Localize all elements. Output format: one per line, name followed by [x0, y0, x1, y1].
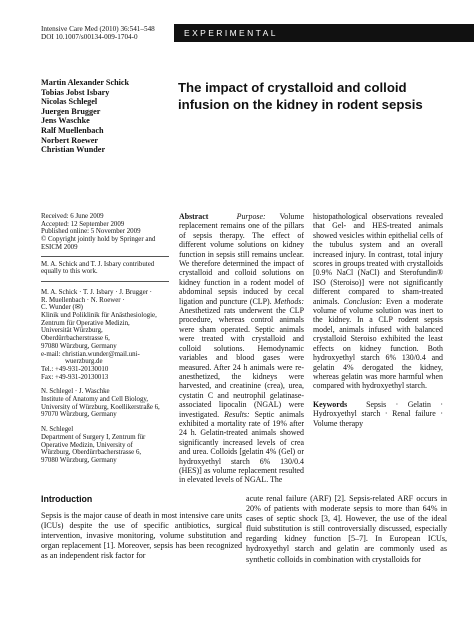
author-name: Jens Waschke: [41, 116, 90, 126]
received-date: Received: 6 June 2009: [41, 213, 104, 220]
paper-title: The impact of crystalloid and colloid infusion on the kidney in rodent sepsis: [178, 80, 423, 112]
affil-line: M. A. Schick · T. J. Isbary · J. Brugger ·: [41, 288, 152, 296]
phone-line: Tel.: +49-931-20130010: [41, 365, 109, 373]
affiliation-secondary: [41, 388, 169, 419]
affil-line: 97080 Würzburg, Germany: [41, 342, 117, 350]
methods-label: Methods:: [274, 296, 304, 306]
author-list: [41, 78, 129, 155]
conclusion-label: Conclusion:: [343, 296, 383, 306]
accepted-date: Accepted: 12 September 2009: [41, 220, 125, 228]
affil-line: Institute of Anatomy and Cell Biology,: [41, 396, 149, 404]
author-name: Ralf Muellenbach: [41, 125, 104, 135]
abstract-column-left: [179, 212, 304, 485]
affil-line: Würzburg, Oberdürrbacherstrasse 6,: [41, 449, 142, 457]
results-label: Results:: [224, 409, 250, 419]
journal-volume-line: Intensive Care Med (2010) 36:541–548: [41, 25, 155, 33]
results-continued: histopathological observations revealed that Gel- and HES-treated animals showed vesicles within epithelial cells of the tubulus system and an overall increased injury. In contrast, total injury scores in groups treated with crystalloids [0.9% NaCl (NaCl) and Sterofundin® ISO (Steroiso)] were not significantly different compared to sham-treated animals.: [313, 212, 443, 306]
divider: [41, 256, 169, 257]
affil-line: Operative Medizin, University of: [41, 441, 133, 449]
introduction-heading: Introduction: [41, 494, 93, 504]
affil-line: N. Schlegel: [41, 426, 74, 434]
author-name: Martin Alexander Schick: [41, 78, 130, 87]
copyright-notice: © Copyright jointly hold by Springer and ESICM 2009: [41, 236, 156, 251]
published-date: Published online: 5 November 2009: [41, 228, 141, 236]
fax-line: Fax: +49-931-20130013: [41, 373, 109, 381]
author-name: Juergen Brugger: [41, 106, 101, 116]
email-line: wuerzburg.de: [65, 358, 103, 366]
affil-line: R. Muellenbach · N. Roewer ·: [41, 296, 125, 304]
affil-line: Universität Würzburg,: [41, 327, 103, 335]
purpose-text: Volume replacement remains one of the pillars of sepsis therapy. The effect of different volume solutions on kidney function in sepsis still remains unclear. We therefore determined the impact of crystalloid and colloid solutions on kidney function in a rodent model of abdominal sepsis induced by cecal ligation and puncture (CLP).: [179, 212, 304, 306]
purpose-label: Purpose:: [236, 212, 266, 221]
conclusion-text: Even a moderate volume of volume solution was inert to the kidney. In a CLP rodent sepsis model, animals infused with balanced crystalloid Steroiso exhibited the least effects on kidney function. Both hydroxyethyl starch 6% 130/0.4 and gelatin 4% derogated the kidney, whereas gelatin was more harmful when compared with hydroxyethyl starch.: [313, 296, 443, 391]
intro-column-left: Sepsis is the major cause of death in most intensive care units (ICUs) despite the use of specific antibiotics, surgical intervention, invasive monitoring, volume substitution and organ replacement [1]. Moreover, sepsis has been recognized as an independent risk factor for: [41, 511, 242, 561]
affiliation-tertiary: [41, 426, 169, 465]
abstract-label: Abstract: [179, 212, 209, 221]
article-meta: [41, 213, 169, 469]
affil-line: 97080 Würzburg, Germany: [41, 456, 117, 464]
methods-text: Anesthetized rats underwent the CLP procedure, whereas control animals were sham operated. Septic animals were treated with crystalloid and colloid solutions. Hemodynamic variables and blood gases were measured. After 24 h animals were re-anesthetized, the kidneys were harvested, and creatinine (crea), urea, cystatin C and neutrophil gelatinase-associated lipocalin (NGAL) were investigated.: [179, 306, 304, 419]
author-name: Christian Wunder: [41, 145, 106, 155]
abstract-column-right: [313, 212, 443, 428]
author-name: Nicolas Schlegel: [41, 97, 98, 107]
affiliation-primary: [41, 289, 169, 381]
contribution-note: M. A. Schick and T. J. Isbary contributed equally to this work.: [41, 260, 155, 276]
affil-line: University of Würzburg, Koellikerstraße 6,: [41, 403, 160, 411]
author-name: Norbert Roewer: [41, 135, 99, 145]
divider: [41, 281, 169, 282]
email-line: e-mail: christian.wunder@mail.uni-: [41, 350, 140, 358]
doi-line: DOI 10.1007/s00134-009-1704-0: [41, 33, 138, 42]
affil-line: Department of Surgery I, Zentrum für: [41, 433, 146, 441]
section-banner: EXPERIMENTAL: [174, 24, 474, 42]
affil-line: N. Schlegel · J. Waschke: [41, 388, 110, 396]
affil-line: Klinik und Poliklinik für Anästhesiologie,: [41, 312, 157, 320]
author-name: Tobias Jobst Isbary: [41, 87, 110, 97]
keywords-text: Sepsis · Gelatin · Hydroxyethyl starch · Renal failure · Volume therapy: [313, 399, 443, 428]
affil-line: Zentrum für Operative Medizin,: [41, 319, 130, 327]
publication-dates: [41, 213, 169, 252]
affil-line: C. Wunder (✉): [41, 304, 83, 312]
intro-column-right: acute renal failure (ARF) [2]. Sepsis-related ARF occurs in 20% of patients with moderate sepsis to more than 64% in cases of septic shock [3, 4]. However, the use of the ideal fluid substitution is still controversially discussed, especially regarding kidney function [5–7]. In European ICUs, hydroxyethyl starch and gelatin are commonly used as synthetic colloids in combination with crystalloids for: [246, 494, 447, 564]
affil-line: Oberdürrbacherstrasse 6,: [41, 335, 110, 343]
journal-citation: [41, 25, 155, 41]
affil-line: 97070 Würzburg, Germany: [41, 411, 117, 419]
results-text: Septic animals exhibited a mortality rate of 19% after 24 h. Gelatin-treated animals showed significantly increased levels of crea and urea. Colloids [gelatin 4% (Gel) or hydroxyethyl starch 6% 130/0.4 (HES)] as volume replacement resulted in elevated levels of NGAL. The: [179, 409, 304, 485]
keywords-label: Keywords: [313, 399, 348, 409]
